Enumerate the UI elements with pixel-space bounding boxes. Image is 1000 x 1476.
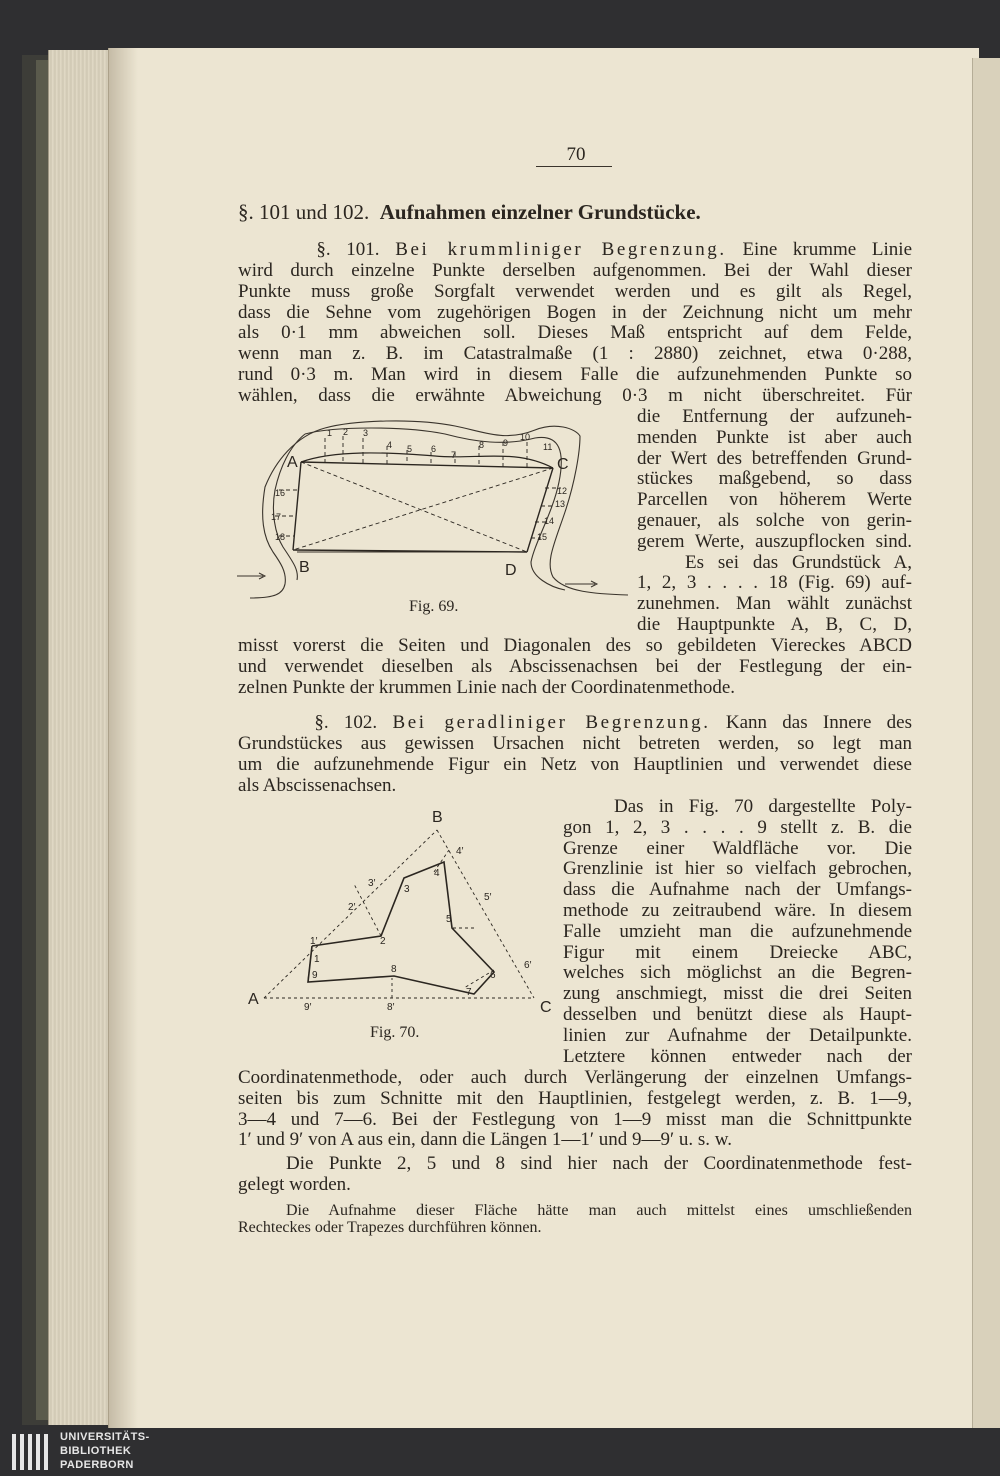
fig69-point-4: 4 bbox=[387, 440, 393, 450]
text-line: linien zur Aufnahme der Detailpunkte. bbox=[563, 1024, 912, 1046]
fig69-label-D: B bbox=[299, 559, 310, 576]
fig70-point-6: 6 bbox=[490, 970, 496, 981]
logo-line: PADERBORN bbox=[60, 1459, 134, 1471]
text-line: zunehmen. Man wählt zunächst bbox=[637, 593, 912, 615]
text-line: dass die Sehne vom zugehörigen Bogen in der Zeichnung nicht um mehr bbox=[238, 301, 912, 323]
text-line: um die aufzunehmende Figur ein Netz von Hauptlinien und verwendet diese bbox=[238, 753, 912, 775]
text-line: Die Punkte 2, 5 und 8 sind hier nach der Coordinatenmethode fest- bbox=[286, 1153, 912, 1174]
logo-line: UNIVERSITÄTS- bbox=[60, 1431, 150, 1443]
fig69-point-18: 18 bbox=[275, 532, 286, 542]
section-102-label: §. 102. bbox=[314, 712, 378, 733]
fig69-point-2: 2 bbox=[343, 427, 349, 437]
next-page-edge bbox=[972, 58, 1000, 1428]
fig69-point-5: 5 bbox=[407, 444, 413, 454]
fig70-side-AB bbox=[264, 830, 437, 998]
fig69-point-16: 16 bbox=[275, 488, 286, 498]
fig69-point-8: 8 bbox=[479, 440, 485, 450]
fig69-point-13: 13 bbox=[555, 499, 566, 509]
text-line: Letztere können entweder nach der bbox=[563, 1045, 912, 1067]
fig69-boundary-outer bbox=[325, 421, 628, 595]
text-line: Parcellen von höherem Werte bbox=[637, 489, 912, 511]
fig70-prime-4: 4′ bbox=[456, 846, 464, 857]
text-line: Coordinatenmethode, oder auch durch Verlängerung der einzelnen Umfangs- bbox=[238, 1067, 912, 1088]
fig70-prime-2: 2′ bbox=[348, 902, 356, 913]
fig69-label-B: C bbox=[557, 456, 569, 473]
fig69-point-12: 12 bbox=[557, 486, 568, 496]
fig69-point-17: 17 bbox=[271, 512, 282, 522]
text-line: als Abscissenachsen. bbox=[238, 774, 397, 796]
text-line: Grenze einer Waldfläche vor. Die bbox=[563, 837, 912, 859]
fig70-label-B: B bbox=[432, 809, 443, 826]
text-line: wählen, dass die erwähnte Abweichung 0·3 m nicht überschreitet. Für bbox=[238, 384, 912, 406]
section-102-side-text bbox=[563, 797, 912, 1067]
text-line: Das in Fig. 70 dargestellte Poly- bbox=[614, 796, 912, 817]
fig69-line-DA bbox=[293, 462, 301, 550]
footnote-line: Rechteckes oder Trapezes durchführen können. bbox=[238, 1219, 542, 1236]
text-line: der Wert des betreffenden Grund- bbox=[637, 447, 912, 469]
section-101-after bbox=[238, 636, 912, 698]
fig70-prime-6: 6′ bbox=[524, 960, 532, 971]
text-line: 1, 2, 3 . . . . 18 (Fig. 69) auf- bbox=[637, 572, 912, 594]
text-line: methode zu zeitraubend wäre. In diesem bbox=[563, 899, 912, 921]
fig69-diagonal-AC bbox=[301, 462, 527, 552]
fig69-point-7: 7 bbox=[451, 450, 457, 460]
text-line: welches sich möglichst an die Begren- bbox=[563, 962, 912, 984]
text-line: wird durch einzelne Punkte derselben aufgenommen. Bei der Wahl dieser bbox=[238, 260, 912, 281]
text-line: Grundstückes aus gewissen Ursachen nicht betreten werden, so legt man bbox=[238, 733, 912, 754]
fig70-label-A: A bbox=[248, 991, 259, 1008]
text-line: die Hauptpunkte A, B, C, D, bbox=[637, 613, 912, 635]
text-line: zung anschmiegt, misst die drei Seiten bbox=[563, 983, 912, 1005]
page-gutter-shadow bbox=[108, 48, 138, 1428]
fig69-point-9: 9 bbox=[503, 438, 509, 448]
section-101-side-text bbox=[637, 407, 912, 636]
text-line: als 0·1 mm abweichen soll. Dieses Maß entspricht auf dem Felde, bbox=[238, 322, 912, 344]
fig69-line-AB bbox=[301, 462, 553, 468]
text-line: gelegt worden. bbox=[238, 1173, 351, 1195]
section-101-label: §. 101. bbox=[316, 239, 380, 260]
text-line: wenn man z. B. im Catastralmaße (1 : 2880) zeichnet, etwa 0·288, bbox=[238, 343, 912, 365]
fig70-point-3: 3 bbox=[404, 884, 410, 895]
text-line: 3—4 und 7—6. Bei der Festlegung von 1—9 misst man die Schnittpunkte bbox=[238, 1108, 912, 1130]
fig69-point-3: 3 bbox=[363, 428, 369, 438]
text-line: gon 1, 2, 3 . . . . 9 stellt z. B. die bbox=[563, 816, 912, 838]
text-line: Es sei das Grundstück A, bbox=[685, 551, 912, 573]
text-line: Figur mit einem Dreiecke ABC, bbox=[563, 941, 912, 963]
viewer-footer bbox=[0, 1428, 1000, 1476]
fig69-point-1: 1 bbox=[327, 428, 333, 438]
fig70-prime-3: 3′ bbox=[368, 878, 376, 889]
fig70-point-7: 7 bbox=[466, 987, 472, 998]
library-logo-icon bbox=[8, 1430, 52, 1474]
text-line: 1′ und 9′ von A aus ein, dann die Längen 1—1′ und 9—9′ u. s. w. bbox=[238, 1129, 733, 1151]
fig70-point-4: 4 bbox=[434, 868, 440, 879]
section-102-closing bbox=[238, 1154, 912, 1196]
fig69-point-11: 11 bbox=[543, 442, 553, 452]
text-line: menden Punkte ist aber auch bbox=[637, 426, 912, 448]
fig70-point-8: 8 bbox=[391, 964, 397, 975]
fig70-prime-8: 8′ bbox=[387, 1002, 395, 1013]
text-line: gerem Werte, auszupflocken sind. bbox=[637, 530, 912, 552]
section-102-line1-rest: Kann das Innere des bbox=[725, 712, 913, 733]
fig70-caption: Fig. 70. bbox=[370, 1024, 420, 1041]
figure-69 bbox=[235, 412, 630, 604]
section-101-line1-rest: Eine krumme Linie bbox=[742, 239, 913, 260]
library-logo-text bbox=[60, 1430, 150, 1472]
fig70-point-2: 2 bbox=[380, 936, 386, 947]
fig69-caption: Fig. 69. bbox=[409, 598, 459, 615]
text-line: genauer, als solche von gerin- bbox=[637, 509, 912, 531]
figure-70 bbox=[244, 806, 554, 1018]
fig70-point-5: 5 bbox=[446, 914, 452, 925]
text-line: zelnen Punkte der krummen Linie nach der Coordinatenmethode. bbox=[238, 676, 736, 698]
footnote bbox=[238, 1202, 912, 1236]
heading-title: Aufnahmen einzelner Grundstücke. bbox=[379, 200, 701, 224]
section-102-spaced-title: Bei geradliniger Begrenzung. bbox=[392, 712, 711, 733]
section-102-after bbox=[238, 1068, 912, 1151]
text-line: dass die Aufnahme nach der Umfangs- bbox=[563, 879, 912, 901]
fig69-point-6: 6 bbox=[431, 444, 437, 454]
section-102-body bbox=[238, 734, 912, 796]
text-line: und verwendet dieselben als Abscissenachsen bei der Festlegung der ein- bbox=[238, 655, 912, 677]
page-number: 70 bbox=[566, 144, 586, 165]
fig70-prime-9: 9′ bbox=[304, 1002, 312, 1013]
text-line: misst vorerst die Seiten und Diagonalen des so gebildeten Viereckes ABCD bbox=[238, 635, 912, 656]
fig70-point-1: 1 bbox=[314, 954, 320, 965]
text-line: stückes maßgebend, so dass bbox=[637, 468, 912, 490]
fig70-prime-5: 5′ bbox=[484, 892, 492, 903]
fig70-prime-1: 1′ bbox=[310, 936, 318, 947]
fig69-label-A: A bbox=[287, 454, 298, 471]
section-102-first-line bbox=[238, 713, 912, 734]
fig70-label-C: C bbox=[540, 999, 552, 1016]
section-101-spaced-title: Bei krummliniger Begrenzung. bbox=[395, 239, 727, 260]
text-line: rund 0·3 m. Man wird in diesem Falle die aufzunehmenden Punkte so bbox=[238, 363, 912, 385]
section-heading bbox=[238, 200, 838, 225]
text-line: Falle umzieht man die aufzunehmende bbox=[563, 920, 912, 942]
section-101-first-line bbox=[238, 240, 912, 261]
fig69-point-10: 10 bbox=[520, 432, 531, 442]
text-line: Punkte muss große Sorgfalt verwendet werden und es gilt als Regel, bbox=[238, 280, 912, 302]
fig69-diagonal-BD bbox=[293, 468, 553, 550]
section-101-body bbox=[238, 261, 912, 407]
heading-prefix: §. 101 und 102. bbox=[238, 200, 370, 224]
fig69-point-14: 14 bbox=[544, 516, 555, 526]
text-line: Grenzlinie ist hier so vielfach gebrochen, bbox=[563, 858, 912, 880]
fig70-point-9: 9 bbox=[312, 970, 318, 981]
text-line: die Entfernung der aufzuneh- bbox=[637, 406, 912, 427]
fig69-label-C: D bbox=[505, 562, 517, 579]
logo-line: BIBLIOTHEK bbox=[60, 1445, 132, 1457]
text-line: seiten bis zum Schnitte mit den Hauptlinien, festgelegt werden, z. B. 1—9, bbox=[238, 1087, 912, 1109]
fig69-point-15: 15 bbox=[537, 532, 548, 542]
text-line: desselben und benützt diese als Haupt- bbox=[563, 1003, 912, 1025]
page-number-rule bbox=[536, 166, 612, 167]
footnote-line: Die Aufnahme dieser Fläche hätte man auch mittelst eines umschließenden bbox=[286, 1202, 912, 1219]
